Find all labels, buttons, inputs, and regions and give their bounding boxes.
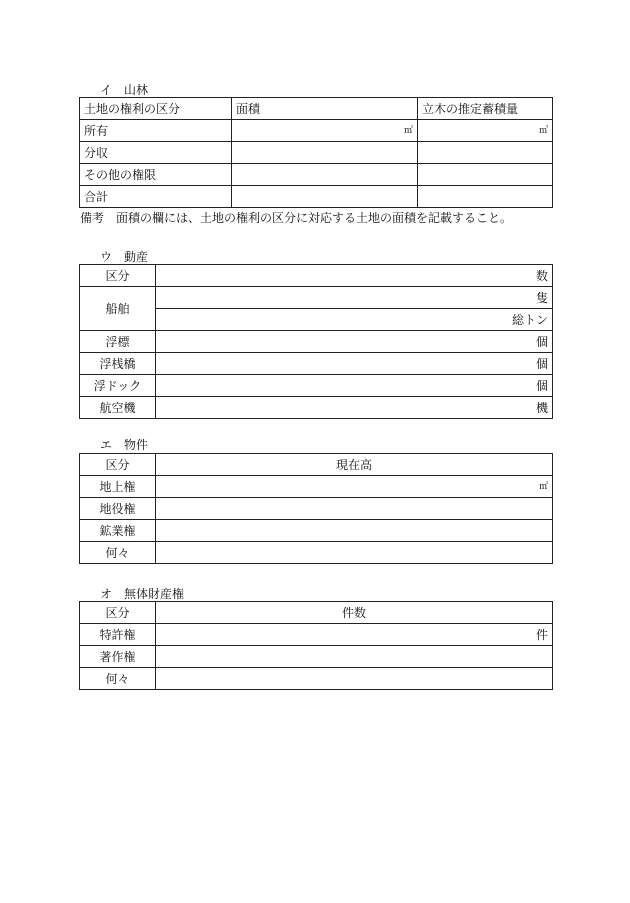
real-rights-table bbox=[79, 453, 553, 564]
section-title-forest: イ 山林 bbox=[100, 83, 149, 97]
row-unit bbox=[156, 646, 553, 668]
table-header-row bbox=[80, 265, 553, 287]
header-current-amount: 現在高 bbox=[156, 454, 553, 476]
row-label: 所有 bbox=[80, 120, 232, 142]
table-row bbox=[80, 624, 553, 646]
volume-cell bbox=[418, 186, 553, 208]
header-count: 数 bbox=[156, 265, 553, 287]
row-unit: ㎡ bbox=[156, 476, 553, 498]
header-division: 区分 bbox=[80, 454, 156, 476]
table-row bbox=[80, 375, 553, 397]
table-row bbox=[80, 520, 553, 542]
ship-count-unit: 隻 bbox=[156, 287, 553, 309]
table-row bbox=[80, 120, 553, 142]
header-estimated-volume: 立木の推定蓄積量 bbox=[418, 98, 553, 120]
row-label: 分収 bbox=[80, 142, 232, 164]
header-area: 面積 bbox=[232, 98, 418, 120]
section-title-movables: ウ 動産 bbox=[100, 250, 149, 264]
area-cell bbox=[232, 186, 418, 208]
table-row bbox=[80, 646, 553, 668]
row-unit: 機 bbox=[156, 397, 553, 419]
forest-note: 備考 面積の欄には、土地の権利の区分に対応する土地の面積を記載すること。 bbox=[80, 211, 513, 225]
table-row bbox=[80, 476, 553, 498]
row-label: 地上権 bbox=[80, 476, 156, 498]
table-row bbox=[80, 542, 553, 564]
table-row bbox=[80, 668, 553, 690]
row-label: 航空機 bbox=[80, 397, 156, 419]
row-unit: 件 bbox=[156, 624, 553, 646]
row-unit: 個 bbox=[156, 375, 553, 397]
row-label: 何々 bbox=[80, 542, 156, 564]
header-count: 件数 bbox=[156, 602, 553, 624]
table-header-row bbox=[80, 602, 553, 624]
row-label: 浮ドック bbox=[80, 375, 156, 397]
area-cell bbox=[232, 142, 418, 164]
row-label-ship: 船舶 bbox=[80, 287, 156, 331]
area-unit: ㎡ bbox=[232, 120, 418, 142]
row-unit bbox=[156, 542, 553, 564]
row-label: 浮桟橋 bbox=[80, 353, 156, 375]
section-title-ip-rights: オ 無体財産権 bbox=[100, 587, 185, 601]
forest-table bbox=[79, 97, 553, 208]
row-label: 特許権 bbox=[80, 624, 156, 646]
row-label: その他の権限 bbox=[80, 164, 232, 186]
table-row bbox=[80, 142, 553, 164]
header-rights-division: 土地の権利の区分 bbox=[80, 98, 232, 120]
row-unit bbox=[156, 520, 553, 542]
table-header-row bbox=[80, 98, 553, 120]
row-unit bbox=[156, 668, 553, 690]
volume-unit: ㎥ bbox=[418, 120, 553, 142]
row-label: 合計 bbox=[80, 186, 232, 208]
area-cell bbox=[232, 164, 418, 186]
section-title-real-rights: エ 物件 bbox=[100, 438, 149, 452]
table-row bbox=[80, 397, 553, 419]
table-row bbox=[80, 287, 553, 309]
ip-rights-table bbox=[79, 601, 553, 690]
row-label: 著作権 bbox=[80, 646, 156, 668]
table-row bbox=[80, 164, 553, 186]
volume-cell bbox=[418, 164, 553, 186]
row-label: 鉱業権 bbox=[80, 520, 156, 542]
row-label: 浮標 bbox=[80, 331, 156, 353]
ship-tonnage-unit: 総トン bbox=[156, 309, 553, 331]
row-label: 地役権 bbox=[80, 498, 156, 520]
table-header-row bbox=[80, 454, 553, 476]
header-division: 区分 bbox=[80, 602, 156, 624]
row-label: 何々 bbox=[80, 668, 156, 690]
row-unit: 個 bbox=[156, 353, 553, 375]
row-unit bbox=[156, 498, 553, 520]
table-row bbox=[80, 353, 553, 375]
table-row bbox=[80, 498, 553, 520]
volume-cell bbox=[418, 142, 553, 164]
row-unit: 個 bbox=[156, 331, 553, 353]
header-division: 区分 bbox=[80, 265, 156, 287]
table-row bbox=[80, 186, 553, 208]
table-row bbox=[80, 331, 553, 353]
movables-table bbox=[79, 264, 553, 419]
